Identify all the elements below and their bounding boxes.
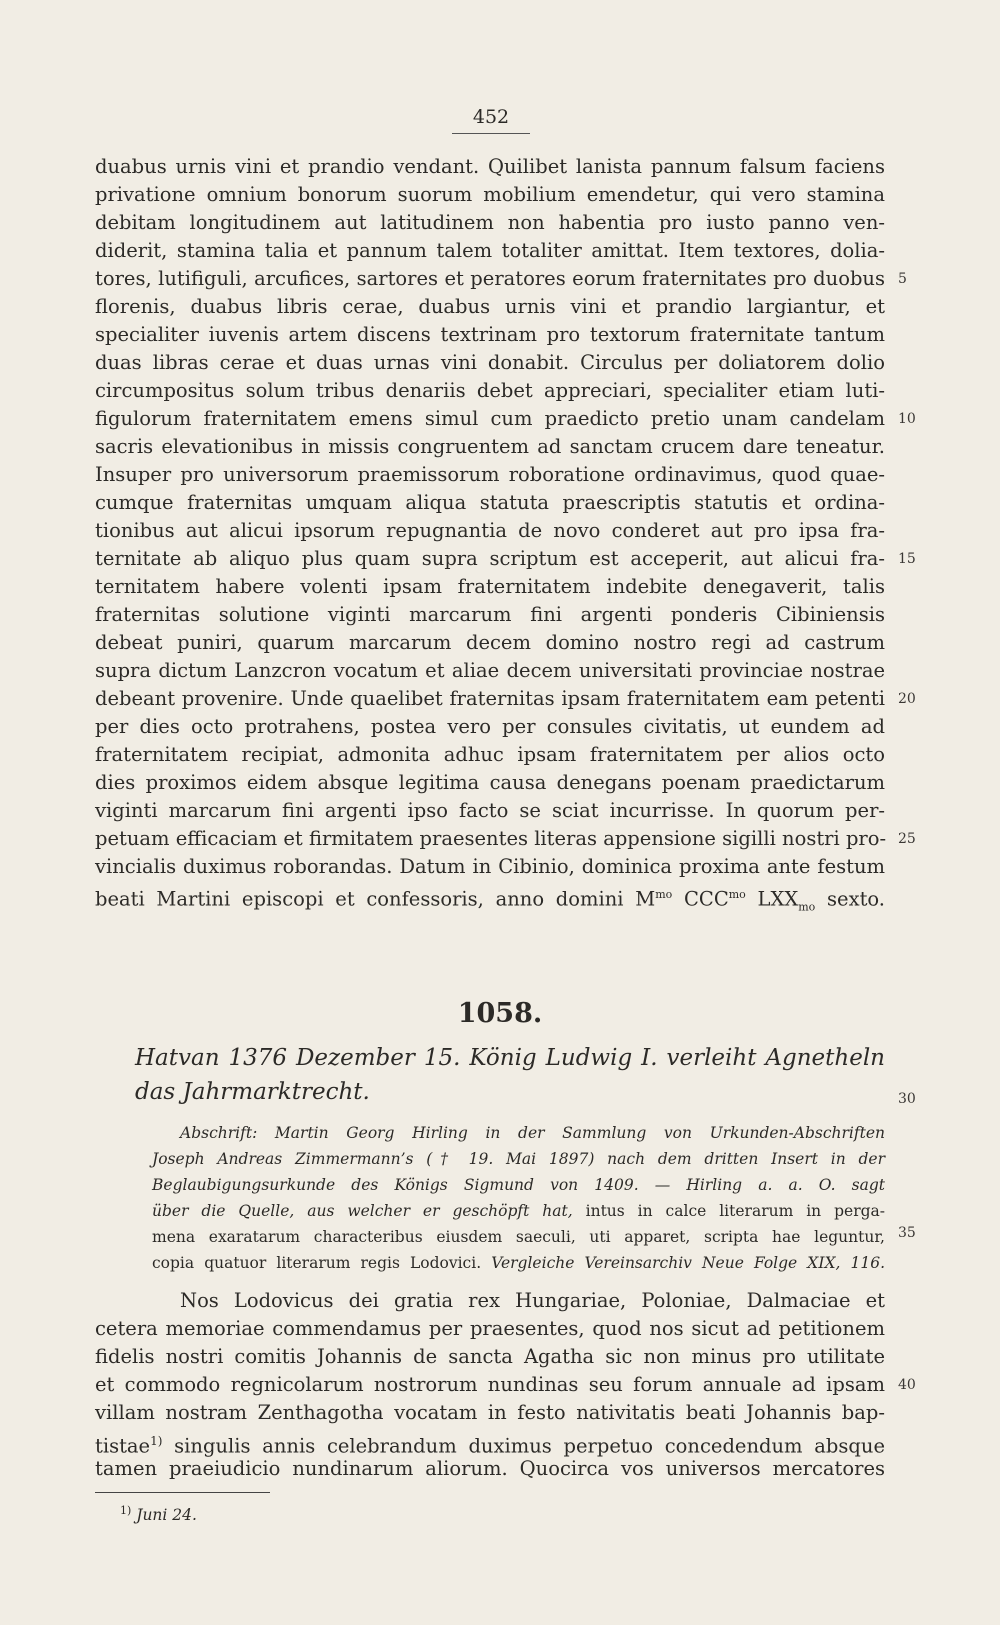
source-note-line: Abschrift: Martin Georg Hirling in der Sammlung von Urkunden-Abschriften [180, 1124, 885, 1142]
text-line: fraternitas solutione viginti marcarum fini argenti ponderis Cibiniensis [95, 603, 885, 626]
text-line: debitam longitudinem aut latitudinem non habentia pro iusto panno ven- [95, 211, 885, 234]
document-number: 1058. [457, 998, 543, 1029]
text-line: cumque fraternitas umquam aliqua statuta praescriptis statutis et ordina- [95, 491, 885, 514]
regest-line: Hatvan 1376 Dezember 15. König Ludwig I. verleiht Agnetheln [135, 1045, 885, 1071]
text-line: petuam efficaciam et firmitatem praesentes literas appensione sigilli nostri pro- [95, 827, 887, 850]
source-note-line: über die Quelle, aus welcher er geschöpft hat, intus in calce literarum in perga- [152, 1202, 886, 1220]
text-line: viginti marcarum fini argenti ipso facto se sciat incurrisse. In quorum per- [95, 799, 885, 822]
page-number: 452 [472, 106, 510, 128]
text-line: cetera memoriae commendamus per praesentes, quod nos sicut ad petitionem [95, 1317, 885, 1340]
line-number: 5 [898, 271, 907, 287]
text-line: Insuper pro universorum praemissorum roboratione ordinavimus, quod quae- [95, 463, 885, 486]
text-line: Nos Lodovicus dei gratia rex Hungariae, Poloniae, Dalmaciae et [180, 1289, 885, 1312]
line-number: 15 [898, 551, 916, 567]
line-number: 20 [898, 691, 916, 707]
line-number: 10 [898, 411, 916, 427]
text-line: vincialis duximus roborandas. Datum in Cibinio, dominica proxima ante festum [95, 855, 885, 878]
footnote-rule [95, 1492, 270, 1493]
text-line: figulorum fraternitatem emens simul cum praedicto pretio unam candelam [95, 407, 885, 430]
text-line: supra dictum Lanzcron vocatum et aliae decem universitati provinciae nostrae [95, 659, 885, 682]
text-line: villam nostram Zenthagotha vocatam in festo nativitatis beati Johannis bap- [95, 1401, 885, 1424]
text-line: ternitate ab aliquo plus quam supra scriptum est acceperit, aut alicui fra- [95, 547, 885, 570]
text-line: ternitatem habere volenti ipsam fraternitatem indebite denegaverit, talis [95, 575, 885, 598]
text-line: fraternitatem recipiat, admonita adhuc ipsam fraternitatem per alios octo [95, 743, 885, 766]
line-number: 30 [898, 1091, 916, 1107]
text-line: privatione omnium bonorum suorum mobilium emendetur, qui vero stamina [95, 183, 885, 206]
line-number: 35 [898, 1225, 916, 1241]
text-line: debeant provenire. Unde quaelibet fraternitas ipsam fraternitatem eam petenti [95, 687, 885, 710]
text-line: tores, lutifiguli, arcufices, sartores et peratores eorum fraternitates pro duobus [95, 267, 885, 290]
text-line: florenis, duabus libris cerae, duabus urnis vini et prandio largiantur, et [95, 295, 885, 318]
text-line: diderit, stamina talia et pannum talem totaliter amittat. Item textores, dolia- [95, 239, 885, 262]
source-note-line: Beglaubigungsurkunde des Königs Sigmund von 1409. — Hirling a. a. O. sagt [152, 1176, 885, 1194]
text-line: sacris elevationibus in missis congruentem ad sanctam crucem dare teneatur. [95, 435, 885, 458]
line-number: 25 [898, 831, 916, 847]
text-line: circumpositus solum tribus denariis debet appreciari, specialiter etiam luti- [95, 379, 885, 402]
page-number-rule [452, 133, 530, 134]
line-number: 40 [898, 1377, 916, 1393]
text-line: duas libras cerae et duas urnas vini donabit. Circulus per doliatorem dolio [95, 351, 885, 374]
footnote: $^{1)}$ Juni 24. [120, 1504, 197, 1525]
text-line: et commodo regnicolarum nostrorum nundinas seu forum annuale ad ipsam [95, 1373, 885, 1396]
source-note-line: copia quatuor literarum regis Lodovici. Vergleiche Vereinsarchiv Neue Folge XIX, 116. [152, 1254, 885, 1272]
text-line: per dies octo protrahens, postea vero per consules civitatis, ut eundem ad [95, 715, 885, 738]
text-line: fidelis nostri comitis Johannis de sancta Agatha sic non minus pro utilitate [95, 1345, 885, 1368]
text-line: tistae$^{1)}$ singulis annis celebrandum duximus perpetuo concedendum absque [95, 1434, 885, 1458]
text-line: tamen praeiudicio nundinarum aliorum. Quocirca vos universos mercatores [95, 1457, 885, 1480]
regest-line: das Jahrmarktrecht. [135, 1079, 370, 1105]
text-line: dies proximos eidem absque legitima causa denegans poenam praedictarum [95, 771, 885, 794]
text-line: specialiter iuvenis artem discens textrinam pro textorum fraternitate tantum [95, 323, 885, 346]
source-note-line: mena exaratarum characteribus eiusdem saeculi, uti apparet, scripta hae leguntur, [152, 1228, 885, 1246]
text-line: duabus urnis vini et prandio vendant. Quilibet lanista pannum falsum faciens [95, 155, 885, 178]
text-line: beati Martini episcopi et confessoris, anno domini $M^{mo}$ $CCC^{mo}$ $LXX_{mo}$ sexto. [95, 887, 885, 914]
text-line: debeat puniri, quarum marcarum decem domino nostro regi ad castrum [95, 631, 885, 654]
source-note-line: Joseph Andreas Zimmermann’s († 19. Mai 1897) nach dem dritten Insert in der [152, 1150, 885, 1168]
text-line: tionibus aut alicui ipsorum repugnantia de novo conderet aut pro ipsa fra- [95, 519, 885, 542]
footnote-reference: 1) [150, 1434, 163, 1448]
